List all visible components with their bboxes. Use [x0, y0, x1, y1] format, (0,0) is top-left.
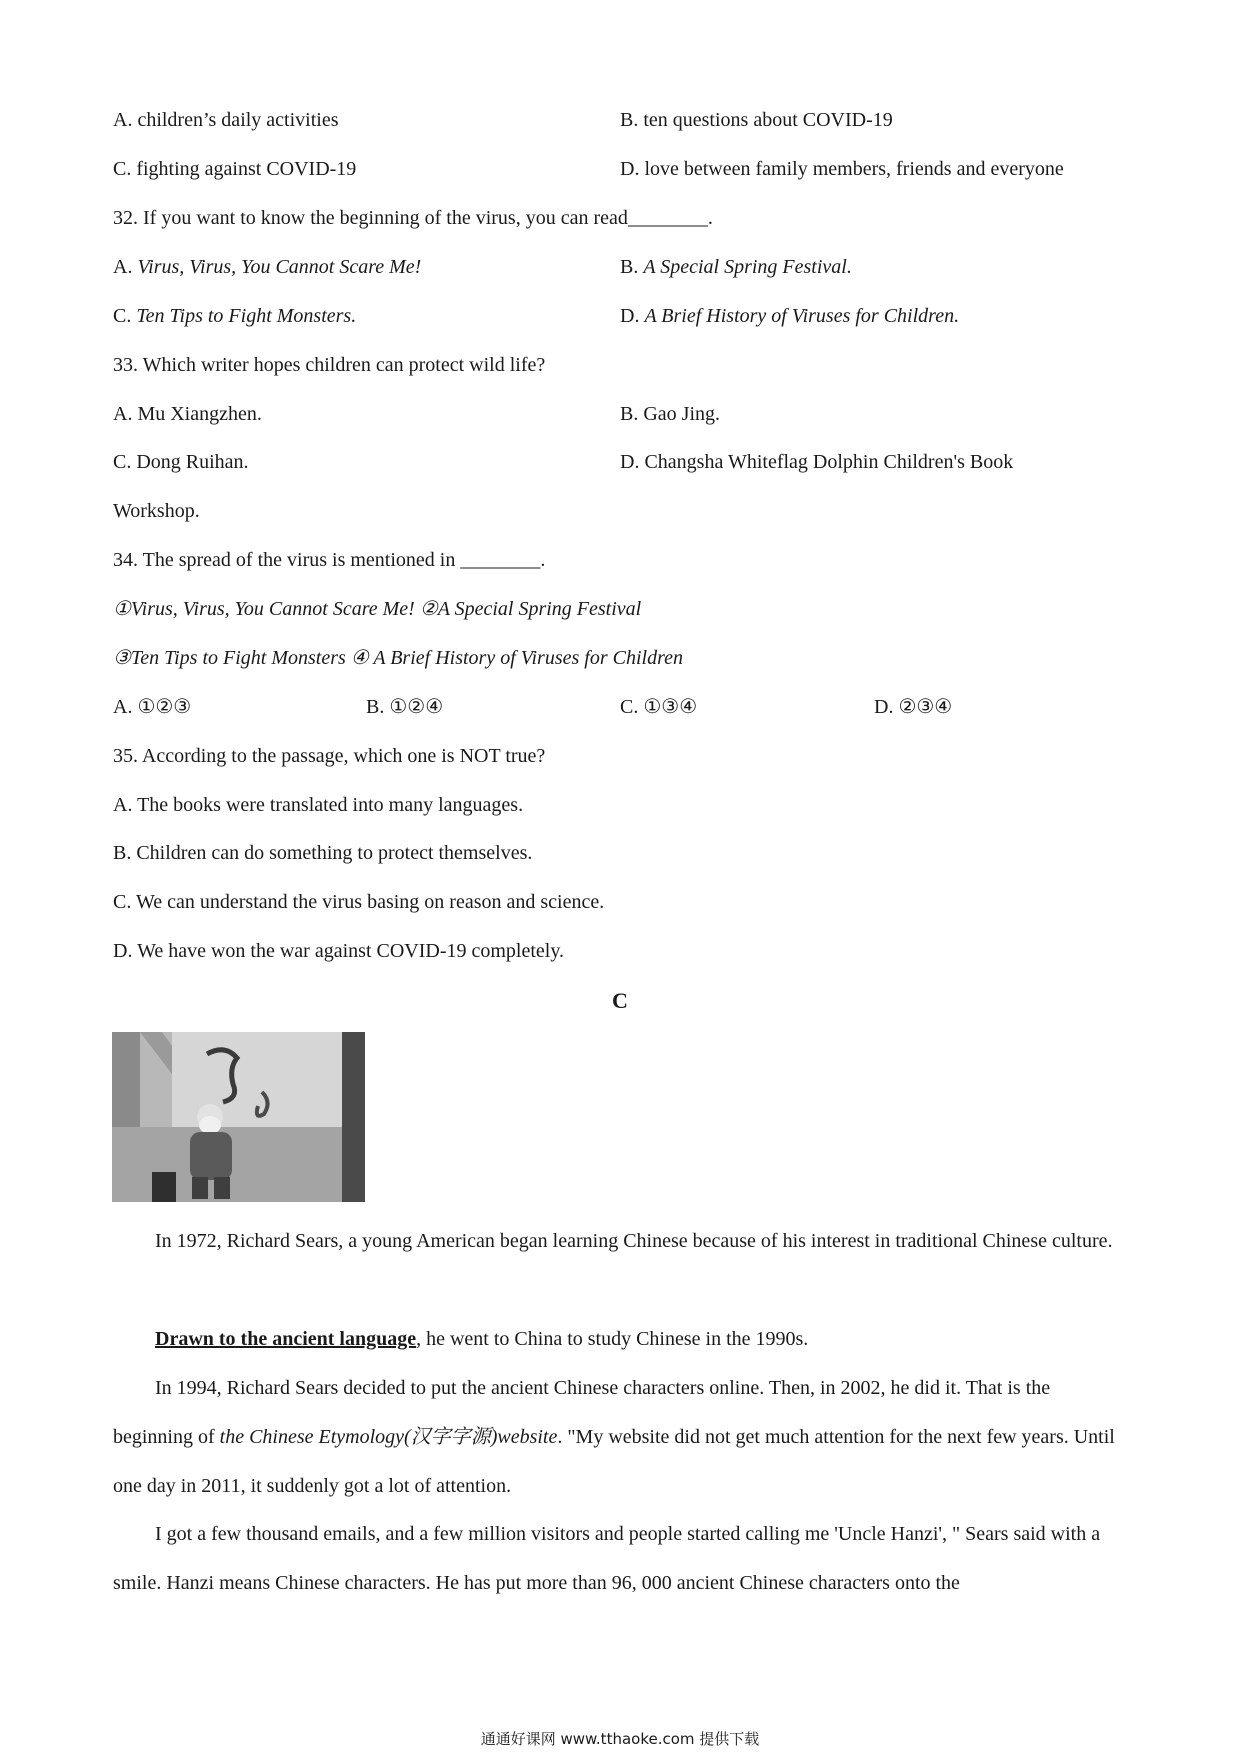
q32-stem: 32. If you want to know the beginning of the virus, you can read________.: [113, 207, 713, 229]
q31-option-d: D. love between family members, friends and everyone: [620, 158, 1064, 180]
q32-option-a: A. Virus, Virus, You Cannot Scare Me!: [113, 256, 422, 278]
q31-option-c: C. fighting against COVID-19: [113, 158, 357, 180]
q33-option-c: C. Dong Ruihan.: [113, 451, 249, 473]
q34-option-d: D. ②③④: [874, 696, 953, 718]
paragraph-2: Drawn to the ancient language, he went to China to study Chinese in the 1990s.: [155, 1328, 809, 1350]
q34-items-line2: ③Ten Tips to Fight Monsters ④ A Brief History of Viruses for Children: [113, 647, 683, 669]
q34-option-a: A. ①②③: [113, 696, 192, 718]
footer-source: 通通好课网 www.tthaoke.com 提供下载: [480, 1730, 760, 1748]
q32-option-b: B. A Special Spring Festival.: [620, 256, 852, 278]
q35-option-d: D. We have won the war against COVID-19 completely.: [113, 940, 565, 962]
q33-stem: 33. Which writer hopes children can protect wild life?: [113, 354, 546, 376]
q35-option-c: C. We can understand the virus basing on reason and science.: [113, 891, 605, 913]
q31-option-a: A. children’s daily activities: [113, 109, 339, 131]
q34-option-b: B. ①②④: [366, 696, 444, 718]
underlined-phrase: Drawn to the ancient language: [155, 1328, 417, 1350]
photo-man-with-calligraphy: [112, 1032, 365, 1202]
q32-option-d: D. A Brief History of Viruses for Children.: [620, 305, 960, 327]
q34-option-c: C. ①③④: [620, 696, 698, 718]
section-heading: C: [612, 988, 628, 1013]
paragraph-1: In 1972, Richard Sears, a young American began learning Chinese because of his interest in traditional Chinese culture.: [155, 1230, 1113, 1252]
q33-option-d-continued: Workshop.: [113, 500, 200, 522]
q34-items-line1: ①Virus, Virus, You Cannot Scare Me! ②A Special Spring Festival: [113, 598, 642, 620]
q31-option-b: B. ten questions about COVID-19: [620, 109, 893, 131]
q34-stem: 34. The spread of the virus is mentioned in ________.: [113, 549, 546, 571]
q35-option-a: A. The books were translated into many languages.: [113, 794, 524, 816]
q33-option-d: D. Changsha Whiteflag Dolphin Children's Book: [620, 451, 1014, 473]
q33-option-b: B. Gao Jing.: [620, 403, 720, 425]
q33-option-a: A. Mu Xiangzhen.: [113, 403, 262, 425]
q35-option-b: B. Children can do something to protect themselves.: [113, 842, 533, 864]
q32-option-c: C. Ten Tips to Fight Monsters.: [113, 305, 357, 327]
paragraph-3: In 1994, Richard Sears decided to put the ancient Chinese characters online. Then, in 2002, he did it. That is the beginning of the Chinese Etymology(汉字字源)website. "My website did not get much attention for the next few years. Until one day in 2011, it suddenly got a lot of attention.: [113, 1377, 1115, 1497]
q35-stem: 35. According to the passage, which one is NOT true?: [113, 745, 546, 767]
paragraph-4: I got a few thousand emails, and a few million visitors and people started calling me 'Uncle Hanzi', " Sears said with a smile. Hanzi means Chinese characters. He has put more than 96, 000 ancient Chinese characters onto the: [113, 1523, 1101, 1594]
